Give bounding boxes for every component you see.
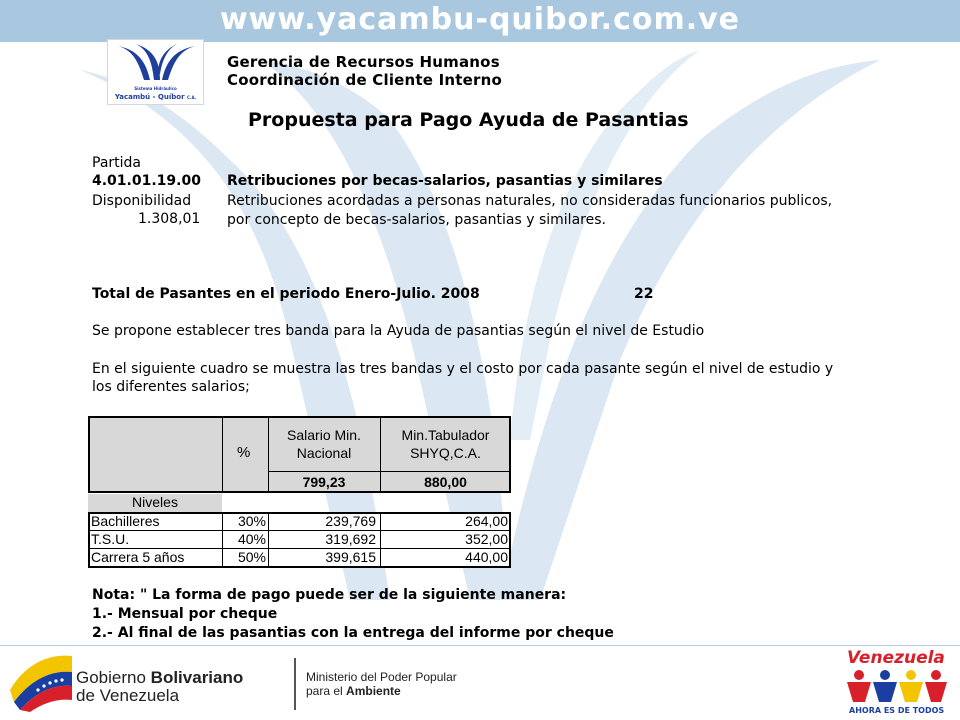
row-tabulador: 352,00 [465,531,508,547]
row-salario: 399,615 [325,549,376,565]
row-nivel: Bachilleres [91,513,160,529]
org-line1: Gerencia de Recursos Humanos [227,53,500,71]
ministerio-line1: Ministerio del Poder Popular [306,670,457,684]
nota-line3: 2.- Al final de las pasantias con la entrega del informe por cheque [92,625,614,641]
partida-label: Partida [92,155,141,171]
partida-detail-line2: por concepto de becas-salarios, pasantias y similares. [227,212,606,228]
total-label: Total de Pasantes en el periodo Enero-Julio. 2008 [92,286,480,302]
row-pct: 50% [237,549,266,565]
top-banner [0,0,960,42]
niveles-header [88,494,222,512]
paragraph-description-line2: los diferentes salarios; [92,379,250,395]
tabulador-base-value: 880,00 [424,474,467,490]
company-logo [107,39,204,105]
venezuela-ahora-es-de-todos-logo [843,648,953,718]
tabulador-header-1: Min.Tabulador [401,427,490,443]
salario-base-value: 799,23 [302,474,346,490]
salario-header-2: Nacional [296,445,352,461]
website-url[interactable]: www.yacambu-quibor.com.ve [219,2,741,37]
page-title: Propuesta para Pago Ayuda de Pasantias [248,109,689,131]
partida-detail-line1: Retribuciones acordadas a personas naturales, no consideradas funcionarios publicos, [227,193,833,209]
people-icon [845,668,949,704]
salario-header-1: Salario Min. [287,427,361,443]
org-line2: Coordinación de Cliente Interno [227,71,502,89]
logo-line2: Yacambú - Quíbor C.A. [114,93,197,101]
niveles-label: Niveles [132,494,178,510]
disponibilidad-value: 1.308,01 [138,211,201,227]
venezuela-tagline: AHORA ES DE TODOS [849,706,945,715]
row-tabulador: 440,00 [465,549,508,565]
footer-separator [294,658,296,710]
pct-header: % [237,444,251,461]
row-pct: 30% [237,513,266,529]
row-pct: 40% [237,531,266,547]
row-salario: 319,692 [325,531,376,547]
yacambu-logo-icon [108,40,205,88]
tabulador-header-2: SHYQ,C.A. [410,445,481,461]
gobierno-line2: de Venezuela [76,686,180,705]
disponibilidad-label: Disponibilidad [92,193,192,209]
logo-line1: Sistema Hidráulico [134,86,177,91]
partida-description: Retribuciones por becas-salarios, pasantias y similares [227,173,663,189]
gobierno-line1: Gobierno Bolivariano [76,668,244,687]
paragraph-description-line1: En el siguiente cuadro se muestra las tres bandas y el costo por cada pasante según el nivel de estudio y [92,361,834,377]
venezuela-word: Venezuela [847,648,945,668]
ministerio-line2: para el Ambiente [306,684,401,698]
nota-line1: Nota: " La forma de pago puede ser de la siguiente manera: [92,587,567,603]
nota-line2: 1.- Mensual por cheque [92,606,278,622]
paragraph-proposal: Se propone establecer tres banda para la Ayuda de pasantias según el nivel de Estudio [92,323,705,339]
row-salario: 239,769 [325,513,376,529]
row-nivel: Carrera 5 años [91,549,185,565]
row-nivel: T.S.U. [91,531,130,547]
total-value: 22 [634,286,654,302]
row-tabulador: 264,00 [465,513,508,529]
partida-code: 4.01.01.19.00 [92,173,201,189]
venezuela-flag-icon [8,650,76,712]
